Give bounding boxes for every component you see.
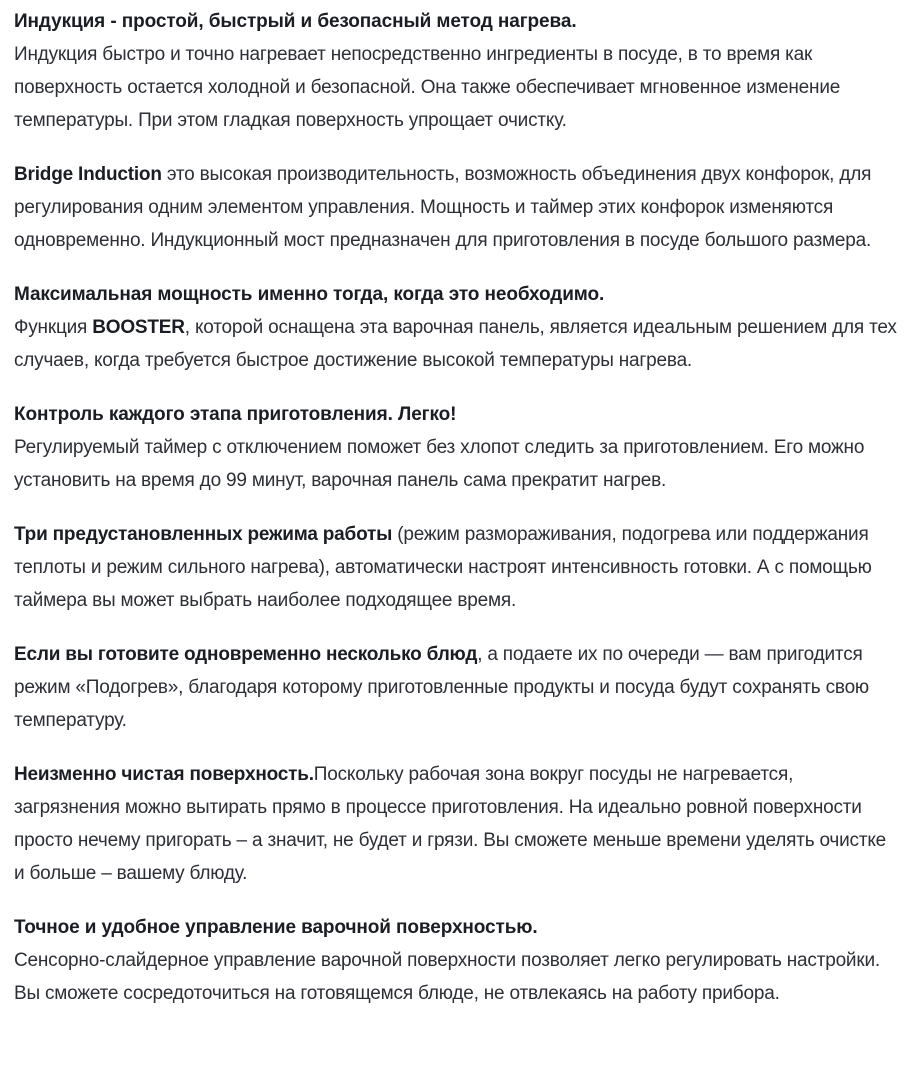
section-heading: Индукция - простой, быстрый и безопасный метод нагрева. [14, 11, 577, 32]
section-body: Поскольку рабочая зона вокруг посуды не нагревается, загрязнения можно вытирать прямо в процессе приготовления. На идеально ровной поверхности просто нечему пригорать – а значит, не будет и грязи. Вы сможете меньше времени уделять очистке и больше – вашему блюду. [14, 764, 887, 884]
section-body-pre: Функция [14, 317, 93, 338]
product-description-document [14, 5, 897, 1010]
section-body-post: , которой оснащена эта варочная панель, является идеальным решением для тех случаев, когда требуется быстрое достижение высокой температуры нагрева. [14, 317, 897, 371]
section-body: (режим размораживания, подогрева или поддержания теплоты и режим сильного нагрева), автоматически настроят интенсивность готовки. А с помощью таймера вы может выбрать наиболее подходящее время. [14, 524, 872, 611]
section-body: Регулируемый таймер с отключением поможет без хлопот следить за приготовлением. Его можно установить на время до 99 минут, варочная панель сама прекратит нагрев. [14, 437, 865, 491]
section-preset-modes [14, 518, 897, 617]
section-body: это высокая производительность, возможность объединения двух конфорок, для регулирования одним элементом управления. Мощность и таймер этих конфорок изменяются одновременно. Индукционный мост предназначен для приготовления в посуде большого размера. [14, 164, 872, 251]
section-lead-bold: Если вы готовите одновременно несколько блюд [14, 644, 478, 665]
section-lead-bold: Bridge Induction [14, 164, 162, 185]
section-lead-bold: Три предустановленных режима работы [14, 524, 393, 545]
section-warm-mode [14, 638, 897, 737]
section-booster [14, 278, 897, 377]
section-timer-control [14, 398, 897, 497]
section-body: Сенсорно-слайдерное управление варочной поверхности позволяет легко регулировать настройки. Вы сможете сосредоточиться на готовящемся блюде, не отвлекаясь на работу прибора. [14, 950, 880, 1004]
section-body: Индукция быстро и точно нагревает непосредственно ингредиенты в посуде, в то время как поверхность остается холодной и безопасной. Она также обеспечивает мгновенное изменение температуры. При этом гладкая поверхность упрощает очистку. [14, 44, 841, 131]
section-clean-surface [14, 758, 897, 890]
section-heading: Максимальная мощность именно тогда, когда это необходимо. [14, 284, 605, 305]
section-heading: Точное и удобное управление варочной поверхностью. [14, 917, 538, 938]
booster-bold-word: BOOSTER [92, 317, 185, 338]
section-induction-intro [14, 5, 897, 137]
section-bridge-induction [14, 158, 897, 257]
section-body: , а подаете их по очереди — вам пригодится режим «Подогрев», благодаря которому приготовленные продукты и посуда будут сохранять свою температуру. [14, 644, 869, 731]
section-lead-bold: Неизменно чистая поверхность. [14, 764, 314, 785]
section-heading: Контроль каждого этапа приготовления. Легко! [14, 404, 457, 425]
section-slider-control [14, 911, 897, 1010]
